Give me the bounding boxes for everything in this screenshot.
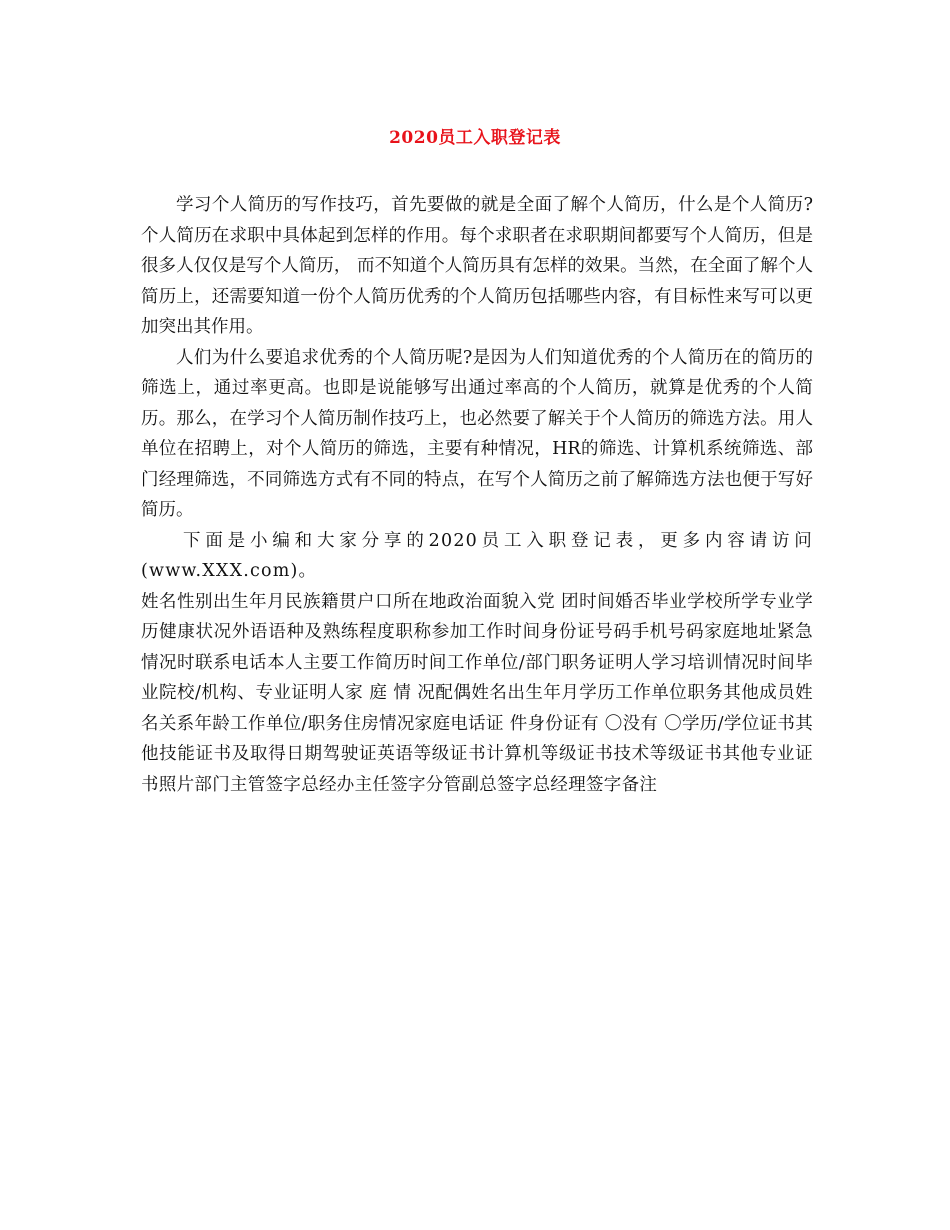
- document-body: [141, 190, 813, 800]
- document-title: 2020员工入职登记表: [389, 128, 561, 148]
- paragraph-intro-link: 下面是小编和大家分享的2020员工入职登记表，更多内容请访问(www.XXX.com)。: [141, 530, 813, 581]
- paragraph-resume-screening: 人们为什么要追求优秀的个人简历呢?是因为人们知道优秀的个人简历在的简历的筛选上，通过率更高。也即是说能够写出通过率高的个人简历，就算是优秀的个人简历。那么，在学习个人简历制作技巧上，也必然要了解关于个人简历的筛选方法。用人单位在招聘上，对个人简历的筛选，主要有种情况，HR的筛选、计算机系统筛选、部门经理筛选，不同筛选方式有不同的特点，在写个人简历之前了解筛选方法也便于写好简历。: [141, 347, 813, 520]
- paragraph-resume-writing: 学习个人简历的写作技巧，首先要做的就是全面了解个人简历，什么是个人简历?个人简历在求职中具体起到怎样的作用。每个求职者在求职期间都要写个人简历，但是很多人仅仅是写个人简历， 而不知道个人简历具有怎样的效果。当然，在全面了解个人简历上，还需要知道一份个人简历优秀的个人简历包括哪些内容，有目标性来写可以更加突出其作用。: [141, 195, 813, 337]
- paragraph-form-fields: 姓名性别出生年月民族籍贯户口所在地政治面貌入党 团时间婚否毕业学校所学专业学历健康状况外语语种及熟练程度职称参加工作时间身份证号码手机号码家庭地址紧急情况时联系电话本人主要工作简历时间工作单位/部门职务证明人学习培训情况时间毕业院校/机构、专业证明人家 庭 情 况配偶姓名出生年月学历工作单位职务其他成员姓名关系年龄工作单位/职务住房情况家庭电话证 件身份证有 〇没有 〇学历/学位证书其他技能证书及取得日期驾驶证英语等级证书计算机等级证书技术等级证书其他专业证书照片部门主管签字总经办主任签字分管副总签字总经理签字备注: [141, 591, 813, 795]
